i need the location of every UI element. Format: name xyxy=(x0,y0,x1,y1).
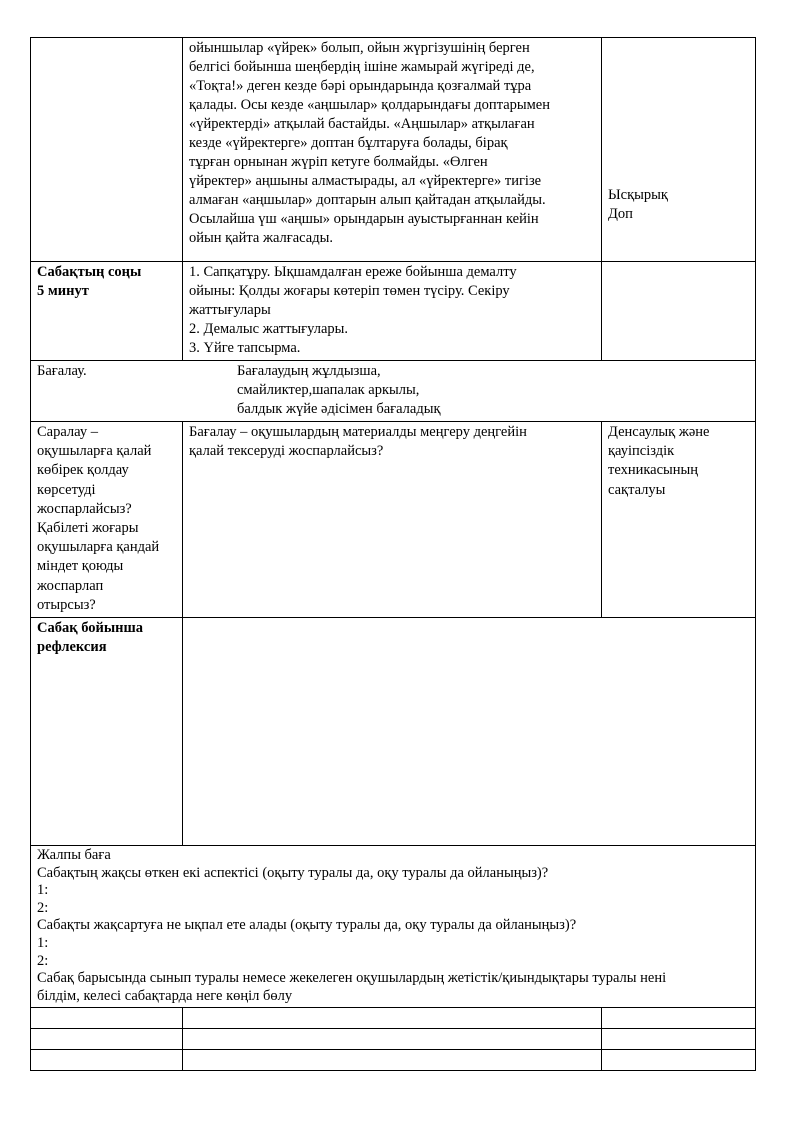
reflection-content xyxy=(183,618,756,846)
differentiation-line: жоспарлайсыз? xyxy=(37,500,132,517)
activity-line: белгісі бойынша шеңбердің ішіне жамырай жүгіреді де, xyxy=(189,59,535,75)
activity-line: тұрған орнынан жүріп кетуге болмайды. «Өлген xyxy=(189,154,488,170)
reflection-title-line: рефлексия xyxy=(37,639,107,656)
assessment-question xyxy=(183,422,602,618)
empty-cell xyxy=(183,1029,602,1050)
summary-line: 1: xyxy=(37,935,49,951)
lesson-end-content xyxy=(183,262,602,361)
activity-line: ойын қайта жалғасады. xyxy=(189,230,333,246)
grading-row xyxy=(31,361,756,422)
differentiation-question xyxy=(31,422,183,618)
grading-methods xyxy=(37,362,750,419)
differentiation-line: отырсыз? xyxy=(37,596,96,613)
resource-item: Доп xyxy=(608,206,633,222)
grading-line: балдык жүйе әдісімен бағаладық xyxy=(237,401,441,417)
differentiation-line: оқушыларға қандай xyxy=(37,539,160,556)
differentiation-line: Саралау – xyxy=(37,424,98,440)
reflection-row xyxy=(31,618,756,846)
differentiation-line: көбірек қолдау xyxy=(37,462,129,479)
empty-row xyxy=(31,1050,756,1071)
activity-line: кезде «үйректерге» доптан бұлтаруға болады, бірақ xyxy=(189,135,508,151)
empty-row xyxy=(31,1008,756,1029)
grading-label: Бағалау. xyxy=(37,363,87,379)
activity-line: үйректер» аңшыны алмастырады, ал «үйректерге» тигізе xyxy=(189,173,542,189)
summary-line: 1: xyxy=(37,882,49,899)
lesson-plan-table xyxy=(30,37,756,1071)
activity-line: ойыншылар «үйрек» болып, ойын жүргізушінің берген xyxy=(189,40,530,56)
lesson-end-line: ойыны: Қолды жоғары көтеріп төмен түсіру. Секіру xyxy=(189,283,510,299)
differentiation-line: оқушыларға қалай xyxy=(37,443,152,460)
lesson-end-line: 2. Демалыс жаттығулары. xyxy=(189,321,349,337)
activity-resources xyxy=(602,38,756,262)
empty-cell xyxy=(31,1050,183,1071)
summary-line: Сабақты жақсартуға не ықпал ете алады (оқыту туралы да, оқу туралы да ойланыңыз)? xyxy=(37,917,577,934)
activity-line: «Тоқта!» деген кезде бәрі орындарында қозғалмай тұра xyxy=(189,78,532,94)
summary-heading: Жалпы баға xyxy=(37,847,111,864)
empty-cell xyxy=(602,1050,756,1071)
resource-item: Ысқырық xyxy=(608,187,668,203)
safety-line: Денсаулық және xyxy=(608,424,710,440)
summary-line: Сабақтың жақсы өткен екі аспектісі (оқыту туралы да, оқу туралы да ойланыңыз)? xyxy=(37,864,549,881)
activity-line: қалады. Осы кезде «аңшылар» қолдарындағы доптарымен xyxy=(189,97,551,113)
empty-cell xyxy=(31,1008,183,1029)
empty-cell xyxy=(602,1029,756,1050)
differentiation-line: Қабілеті жоғары xyxy=(37,520,139,537)
activity-line: «үйректерді» атқылай бастайды. «Аңшылар» атқылаған xyxy=(189,116,535,132)
summary-line: білдім, келесі сабақтарда неге көңіл бөлу xyxy=(37,987,293,1004)
safety-note xyxy=(602,422,756,618)
grading-line: Бағалаудың жұлдызша, xyxy=(237,363,381,379)
summary-row xyxy=(31,846,756,1008)
summary-line: 2: xyxy=(37,899,49,916)
assessment-line: қалай тексеруді жоспарлайсыз? xyxy=(189,443,384,459)
differentiation-line: көрсетуді xyxy=(37,481,96,498)
reflection-title-line: Сабақ бойынша xyxy=(37,620,144,637)
activity-description xyxy=(183,38,602,262)
lesson-end-duration: 5 минут xyxy=(37,283,89,299)
empty-cell xyxy=(31,1029,183,1050)
activity-line: Осылайша үш «аңшы» орындарын ауыстырғаннан кейін xyxy=(189,211,539,227)
empty-row xyxy=(31,1029,756,1050)
lesson-end-title xyxy=(31,262,183,361)
reflection-title xyxy=(31,618,183,846)
safety-line: сақталуы xyxy=(608,481,666,498)
safety-line: қауіпсіздік xyxy=(608,443,675,460)
summary-line: Сабақ барысында сынып туралы немесе жекелеген оқушылардың жетістік/қиындықтары туралы нені xyxy=(37,970,667,987)
lesson-end-title-line: Сабақтың соңы xyxy=(37,264,142,280)
lesson-end-line: жаттығулары xyxy=(189,302,271,318)
differentiation-row xyxy=(31,422,756,618)
empty-cell xyxy=(183,1050,602,1071)
activity-stage-cell xyxy=(31,38,183,262)
safety-line: техникасының xyxy=(608,462,699,479)
assessment-line: Бағалау – оқушылардың материалды меңгеру деңгейін xyxy=(189,424,527,440)
lesson-end-row xyxy=(31,262,756,361)
summary-cell xyxy=(31,846,756,1008)
differentiation-line: міндет қоюды xyxy=(37,558,124,575)
grading-line: смайликтер,шапалак аркылы, xyxy=(237,382,420,398)
activity-row xyxy=(31,38,756,262)
differentiation-line: жоспарлап xyxy=(37,577,104,594)
lesson-end-line: 1. Сапқатұру. Ықшамдалған ереже бойынша демалту xyxy=(189,264,517,280)
activity-line: алмаған «аңшылар» доптарын алып қайтадан атқылайды. xyxy=(189,192,546,208)
lesson-end-resources xyxy=(602,262,756,361)
summary-line: 2: xyxy=(37,952,49,969)
grading-cell xyxy=(31,361,756,422)
empty-cell xyxy=(183,1008,602,1029)
lesson-end-line: 3. Үйге тапсырма. xyxy=(189,340,301,356)
empty-cell xyxy=(602,1008,756,1029)
